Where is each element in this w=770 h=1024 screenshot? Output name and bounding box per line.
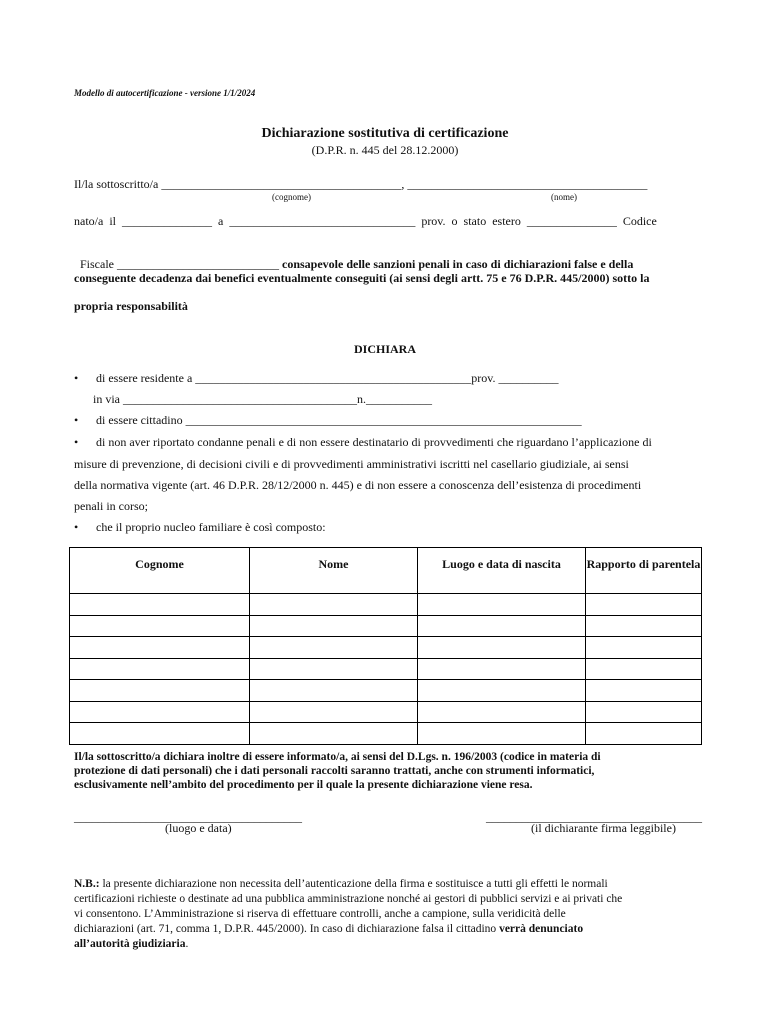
table-cell[interactable] (418, 594, 586, 616)
bullet-icon: • (74, 435, 79, 449)
nb-final-dot: . (185, 938, 189, 950)
table-row (70, 594, 702, 616)
table-row (70, 680, 702, 702)
birth-line[interactable]: nato/a il _______________ a _______________________________ prov. o stato estero _______________ Codice (74, 214, 657, 228)
signature-field[interactable]: ____________________________________ (486, 810, 702, 824)
table-row (70, 723, 702, 745)
table-cell[interactable] (418, 723, 586, 745)
tax-code-line[interactable] (74, 242, 633, 272)
penal-statement-line-2: misure di prevenzione, di decisioni civili e di provvedimenti amministrativi iscritti nel casellario giudiziale, ai sensi (74, 457, 629, 471)
table-cell[interactable] (418, 680, 586, 702)
table-cell[interactable] (418, 637, 586, 659)
privacy-line: Il/la sottoscritto/a dichiara inoltre di essere informato/a, ai sensi del D.Lgs. n. 196/2003 (codice in materia di (74, 751, 601, 763)
nb-line: vi consentono. L’Amministrazione si riserva di effettuare controlli, anche a campione, sulla veridicità delle (74, 908, 566, 920)
table-cell[interactable] (418, 615, 586, 637)
declares-heading: DICHIARA (353, 342, 416, 356)
column-header-rapporto: Rapporto di parentela (586, 548, 702, 594)
identity-name-line[interactable]: Il/la sottoscritto/a ________________________________________, ________________________________________ (74, 177, 648, 191)
table-cell[interactable] (70, 658, 250, 680)
nb-bold-end: verrà denunciato (499, 923, 584, 935)
nb-line: la presente dichiarazione non necessita dell’autenticazione della firma e sostituisce a tutti gli effetti le normali (99, 878, 608, 890)
place-date-label: (luogo e data) (165, 821, 232, 835)
cognome-label: (cognome) (272, 192, 311, 202)
table-cell[interactable] (586, 637, 702, 659)
column-header-nome: Nome (250, 548, 418, 594)
bullet-icon: • (74, 413, 79, 427)
privacy-statement (74, 750, 696, 792)
bullet-icon: • (74, 520, 79, 534)
table-cell[interactable] (70, 637, 250, 659)
table-cell[interactable] (250, 637, 418, 659)
residence-line[interactable]: di essere residente a ______________________________________________prov. __________ (96, 371, 559, 385)
tax-code-field[interactable]: Fiscale ___________________________ (80, 257, 282, 271)
column-header-luogo-data: Luogo e data di nascita (418, 548, 586, 594)
nome-label: (nome) (551, 192, 577, 202)
nb-note (74, 877, 696, 952)
penal-awareness-text-2: conseguente decadenza dai benefici eventualmente conseguiti (ai sensi degli artt. 75 e 76 D.P.R. 445/2000) sotto la (74, 271, 650, 285)
street-line[interactable]: in via _______________________________________n.___________ (93, 392, 432, 406)
table-cell[interactable] (250, 723, 418, 745)
table-cell[interactable] (70, 701, 250, 723)
table-row (70, 637, 702, 659)
nb-line: certificazioni richieste o destinate ad una pubblica amministrazione nonché ai gestori di pubblici servizi e ai privati che (74, 893, 623, 905)
table-row (70, 658, 702, 680)
table-cell[interactable] (586, 680, 702, 702)
table-cell[interactable] (418, 701, 586, 723)
table-cell[interactable] (70, 680, 250, 702)
nb-prefix: N.B.: (74, 878, 100, 890)
penal-statement-line-1: di non aver riportato condanne penali e di non essere destinatario di provvedimenti che riguardano l’applicazione di (96, 435, 652, 449)
table-cell[interactable] (586, 615, 702, 637)
table-row (70, 701, 702, 723)
table-cell[interactable] (250, 615, 418, 637)
model-version-line: Modello di autocertificazione - versione 1/1/2024 (74, 88, 256, 98)
nb-bold-end-2: all’autorità giudiziaria (74, 938, 186, 950)
table-cell[interactable] (70, 615, 250, 637)
place-date-field[interactable]: ______________________________________ (74, 810, 302, 824)
table-cell[interactable] (250, 701, 418, 723)
penal-awareness-text: consapevole delle sanzioni penali in caso di dichiarazioni false e della (282, 257, 634, 271)
table-cell[interactable] (250, 594, 418, 616)
penal-statement-line-4: penali in corso; (74, 499, 148, 513)
table-cell[interactable] (250, 658, 418, 680)
family-table (69, 547, 702, 745)
document-subtitle: (D.P.R. n. 445 del 28.12.2000) (311, 143, 459, 157)
penal-awareness-text-3: propria responsabilità (74, 299, 188, 313)
privacy-line: esclusivamente nell’ambito del procedimento per il quale la presente dichiarazione viene resa. (74, 779, 533, 791)
table-cell[interactable] (418, 658, 586, 680)
signature-label: (il dichiarante firma leggibile) (531, 821, 676, 835)
table-header-row (70, 548, 702, 594)
table-cell[interactable] (586, 701, 702, 723)
bullet-icon: • (74, 371, 79, 385)
table-cell[interactable] (586, 594, 702, 616)
table-cell[interactable] (586, 658, 702, 680)
table-row (70, 615, 702, 637)
family-intro: che il proprio nucleo familiare è così composto: (96, 520, 326, 534)
penal-statement-line-3: della normativa vigente (art. 46 D.P.R. 28/12/2000 n. 445) e di non essere a conoscenza dell’esistenza di procedimenti (74, 478, 642, 492)
table-cell[interactable] (70, 594, 250, 616)
nb-line: dichiarazioni (art. 71, comma 1, D.P.R. 445/2000). In caso di dichiarazione falsa il cittadino (74, 923, 500, 935)
column-header-cognome: Cognome (70, 548, 250, 594)
table-cell[interactable] (70, 723, 250, 745)
table-cell[interactable] (586, 723, 702, 745)
table-cell[interactable] (250, 680, 418, 702)
privacy-line: protezione di dati personali) che i dati personali raccolti saranno trattati, anche con strumenti informatici, (74, 765, 595, 777)
document-title: Dichiarazione sostitutiva di certificazione (261, 126, 509, 141)
citizenship-line[interactable]: di essere cittadino __________________________________________________________________ (96, 413, 582, 427)
